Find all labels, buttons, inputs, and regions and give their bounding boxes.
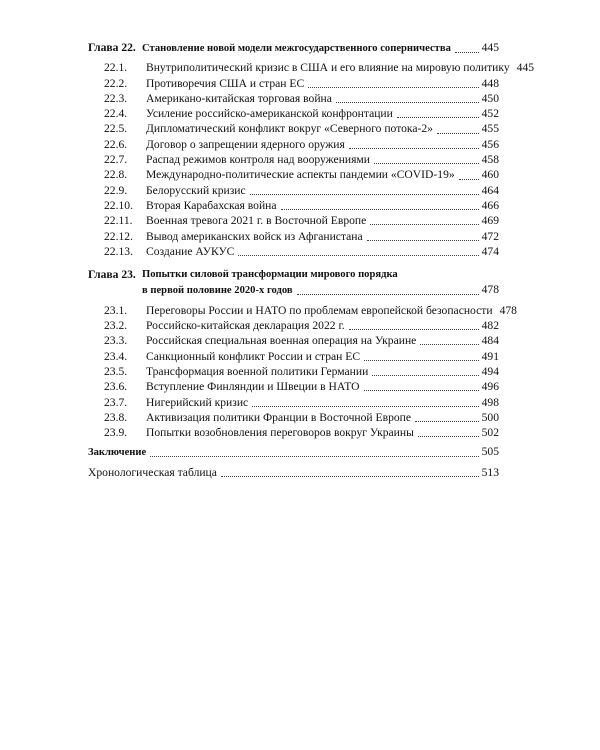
section-number: 22.10. (104, 198, 133, 212)
page-number: 456 (481, 137, 499, 151)
toc-section (88, 333, 499, 348)
section-title: Дипломатический конфликт вокруг «Северного потока-2» (146, 122, 433, 136)
toc-section (88, 60, 535, 75)
dot-leader (374, 163, 479, 164)
section-number: 22.6. (104, 137, 128, 151)
toc-chronology (88, 465, 499, 480)
toc-section (88, 349, 499, 364)
conclusion-title: Заключение (88, 447, 147, 459)
page-number: 445 (516, 61, 535, 75)
dot-leader (252, 406, 478, 407)
section-number: 23.3. (104, 334, 128, 348)
dot-leader (364, 390, 479, 391)
page-number: 478 (499, 303, 517, 317)
section-title: Попытки возобновления переговоров вокруг Украины (146, 426, 414, 440)
toc-section (88, 91, 499, 106)
page-number: 474 (481, 244, 499, 258)
page-number: 500 (481, 410, 499, 424)
section-number: 22.13. (104, 244, 133, 258)
toc-section (88, 198, 499, 213)
chapter-number: Глава 22. (88, 41, 136, 54)
page-number: 469 (481, 214, 499, 228)
page-number: 455 (481, 122, 499, 136)
toc-section (88, 244, 499, 259)
chapter-22-sections (88, 60, 535, 259)
toc-section (88, 121, 499, 136)
dot-leader (297, 294, 479, 295)
page-number: 452 (481, 107, 499, 121)
toc-section (88, 410, 499, 425)
chapter-title: Становление новой модели межгосударственного соперничества (142, 43, 451, 54)
page-number: 502 (481, 426, 499, 440)
section-title: Военная тревога 2021 г. в Восточной Европе (146, 214, 367, 228)
page-number: 464 (481, 183, 499, 197)
page-number: 478 (481, 283, 499, 297)
toc-section (88, 213, 499, 228)
section-number: 22.9. (104, 183, 128, 197)
section-number: 23.6. (104, 380, 128, 394)
dot-leader (370, 224, 478, 225)
page-number: 460 (481, 168, 499, 182)
chapter-number: Глава 23. (88, 268, 136, 282)
page-number: 491 (481, 349, 499, 363)
dot-leader (364, 360, 479, 361)
dot-leader (459, 179, 479, 180)
section-number: 23.9. (104, 426, 128, 440)
page-number: 498 (481, 395, 499, 409)
section-title: Белорусский кризис (146, 183, 246, 197)
section-title: Договор о запрещении ядерного оружия (146, 137, 345, 151)
section-title: Российская специальная военная операция на Украине (146, 334, 417, 348)
section-number: 23.8. (104, 410, 128, 424)
page-number: 472 (481, 229, 499, 243)
toc-section (88, 425, 499, 440)
dot-leader (250, 194, 479, 195)
toc-conclusion (88, 444, 499, 460)
toc-chapter-22 (88, 40, 499, 56)
section-title: Усиление российско-американской конфронтации (146, 107, 393, 121)
toc-section (88, 76, 499, 91)
section-title: Вторая Карабахская война (146, 198, 277, 212)
page-number: 484 (481, 334, 499, 348)
page-number: 482 (481, 319, 499, 333)
chapter-title-line-2: в первой половине 2020-х годов (142, 285, 293, 297)
page-number: 450 (481, 91, 499, 105)
page-number: 466 (481, 198, 499, 212)
dot-leader (420, 344, 478, 345)
section-title: Американо-китайская торговая война (146, 91, 332, 105)
section-number: 23.5. (104, 364, 128, 378)
section-number: 22.2. (104, 76, 128, 90)
page-number: 458 (481, 153, 499, 167)
page-number: 494 (481, 364, 499, 378)
section-title: Создание АУКУС (146, 244, 235, 258)
table-of-contents (88, 40, 535, 480)
dot-leader (221, 476, 479, 477)
section-number: 22.12. (104, 229, 133, 243)
section-title: Нигерийский кризис (146, 395, 249, 409)
toc-section (88, 137, 499, 152)
toc-section (88, 167, 499, 182)
toc-section (88, 152, 499, 167)
dot-leader (397, 117, 479, 118)
dot-leader (372, 375, 478, 376)
section-number: 23.1. (104, 303, 128, 317)
dot-leader (150, 456, 478, 457)
dot-leader (281, 209, 479, 210)
toc-section (88, 379, 499, 394)
page-number: 505 (481, 445, 499, 459)
toc-section (88, 303, 517, 318)
section-number: 22.7. (104, 153, 128, 167)
dot-leader (336, 102, 479, 103)
toc-section (88, 364, 499, 379)
section-title: Трансформация военной политики Германии (146, 364, 369, 378)
chapter-23-sections (88, 303, 517, 441)
toc-section (88, 395, 499, 410)
section-number: 22.1. (104, 61, 128, 75)
section-number: 23.2. (104, 319, 128, 333)
section-title: Вывод американских войск из Афганистана (146, 229, 363, 243)
section-title: Внутриполитический кризис в США и его влияние на мировую политику (146, 61, 510, 75)
section-title: Международно-политические аспекты пандемии «COVID-19» (146, 168, 455, 182)
dot-leader (349, 329, 479, 330)
section-title: Переговоры России и НАТО по проблемам европейской безопасности (146, 303, 493, 317)
dot-leader (437, 133, 479, 134)
section-title: Санкционный конфликт России и стран ЕС (146, 349, 361, 363)
page-number: 496 (481, 380, 499, 394)
chronology-title: Хронологическая таблица (88, 465, 217, 479)
section-title: Распад режимов контроля над вооружениями (146, 153, 370, 167)
toc-section (88, 183, 499, 198)
toc-section (88, 318, 499, 333)
section-number: 22.8. (104, 168, 128, 182)
section-title: Российско-китайская декларация 2022 г. (146, 319, 345, 333)
chapter-title-line-1: Попытки силовой трансформации мирового порядка (142, 269, 398, 281)
dot-leader (418, 436, 479, 437)
dot-leader (367, 240, 479, 241)
section-number: 23.7. (104, 395, 128, 409)
section-number: 22.3. (104, 91, 128, 105)
section-number: 22.11. (104, 214, 133, 228)
section-number: 22.5. (104, 122, 128, 136)
toc-section (88, 229, 499, 244)
dot-leader (415, 421, 479, 422)
toc-section (88, 106, 499, 121)
page-number: 448 (481, 76, 499, 90)
section-title: Вступление Финляндии и Швеции в НАТО (146, 380, 360, 394)
page-number: 445 (481, 41, 499, 54)
toc-chapter-23 (88, 267, 499, 299)
page-number: 513 (481, 465, 499, 479)
dot-leader (455, 52, 479, 53)
section-title: Активизация политики Франции в Восточной Европе (146, 410, 412, 424)
dot-leader (308, 87, 478, 88)
section-number: 22.4. (104, 107, 128, 121)
dot-leader (238, 255, 478, 256)
dot-leader (349, 148, 479, 149)
section-title: Противоречия США и стран ЕС (146, 76, 305, 90)
section-number: 23.4. (104, 349, 128, 363)
